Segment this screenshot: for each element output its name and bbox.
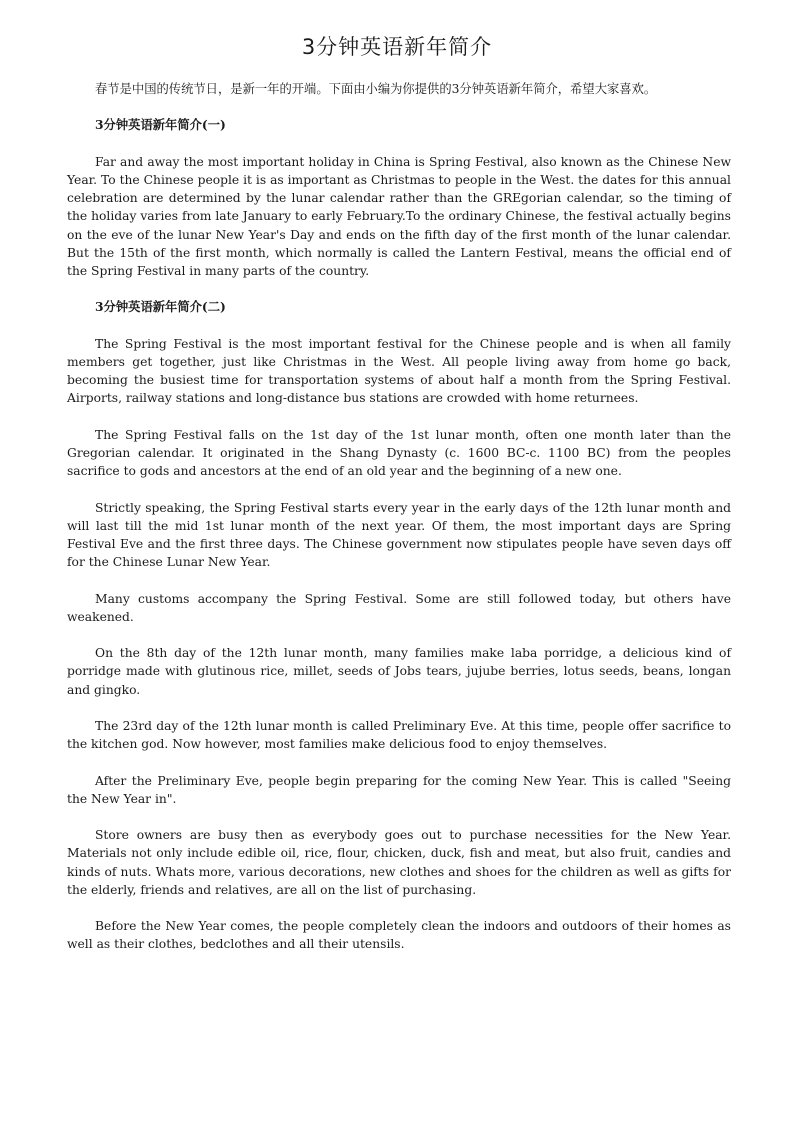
section-2-paragraph-1: The Spring Festival is the most important festival for the Chinese people and is when all family members get together, just like Christmas in the West. All people living away from home go back, becoming the busiest time for transportation systems of about half a month from the Spring Festival. Airports, railway stations and long-distance bus stations are crowded with home returnees. — [67, 336, 731, 406]
section-1-paragraph-1: Far and away the most important holiday in China is Spring Festival, also known as the Chinese New Year. To the Chinese people it is as important as Christmas to people in the West. the dates for this annual celebration are determined by the lunar calendar rather than the GREgorian calendar, so the timing of the holiday varies from late January to early February.To the ordinary Chinese, the festival actually begins on the eve of the lunar New Year's Day and ends on the fifth day of the first month of the lunar calendar. But the 15th of the first month, which normally is called the Lantern Festival, means the official end of the Spring Festival in many parts of the country. — [67, 154, 731, 278]
section-2-paragraph-9: Before the New Year comes, the people completely clean the indoors and outdoors of their homes as well as their clothes, bedclothes and all their utensils. — [67, 919, 731, 952]
section-heading-1: 3分钟英语新年简介(一) — [95, 117, 226, 133]
section-2-paragraph-5: On the 8th day of the 12th lunar month, many families make laba porridge, a delicious kind of porridge made with glutinous rice, millet, seeds of Jobs tears, jujube berries, lotus seeds, beans, longan and gingko. — [67, 646, 731, 697]
intro-paragraph: 春节是中国的传统节日，是新一年的开端。下面由小编为你提供的3分钟英语新年简介，希望大家喜欢。 — [95, 82, 657, 96]
section-heading-2: 3分钟英语新年简介(二) — [95, 299, 226, 315]
section-2-paragraph-2: The Spring Festival falls on the 1st day of the 1st lunar month, often one month later than the Gregorian calendar. It originated in the Shang Dynasty (c. 1600 BC-c. 1100 BC) from the peoples sacrifice to gods and ancestors at the end of an old year and the beginning of a new one. — [67, 427, 731, 479]
section-2-paragraph-7: After the Preliminary Eve, people begin preparing for the coming New Year. This is called "Seeing the New Year in". — [67, 773, 731, 806]
section-2-paragraph-6: The 23rd day of the 12th lunar month is called Preliminary Eve. At this time, people offer sacrifice to the kitchen god. Now however, most families make delicious food to enjoy themselves. — [67, 718, 731, 752]
section-2-paragraph-4: Many customs accompany the Spring Festival. Some are still followed today, but others have weakened. — [67, 591, 731, 624]
document-title: 3分钟英语新年简介 — [301, 35, 493, 59]
section-2-paragraph-3: Strictly speaking, the Spring Festival starts every year in the early days of the 12th lunar month and will last till the mid 1st lunar month of the next year. Of them, the most important days are Spring Festival Eve and the first three days. The Chinese government now stipulates people have seven days off for the Chinese Lunar New Year. — [67, 500, 731, 570]
section-2-paragraph-8: Store owners are busy then as everybody goes out to purchase necessities for the New Year. Materials not only include edible oil, rice, flour, chicken, duck, fish and meat, but also fruit, candies and kinds of nuts. Whats more, various decorations, new clothes and shoes for the children as well as gifts for the elderly, friends and relatives, are all on the list of purchasing. — [67, 828, 731, 897]
document-body — [67, 80, 731, 972]
